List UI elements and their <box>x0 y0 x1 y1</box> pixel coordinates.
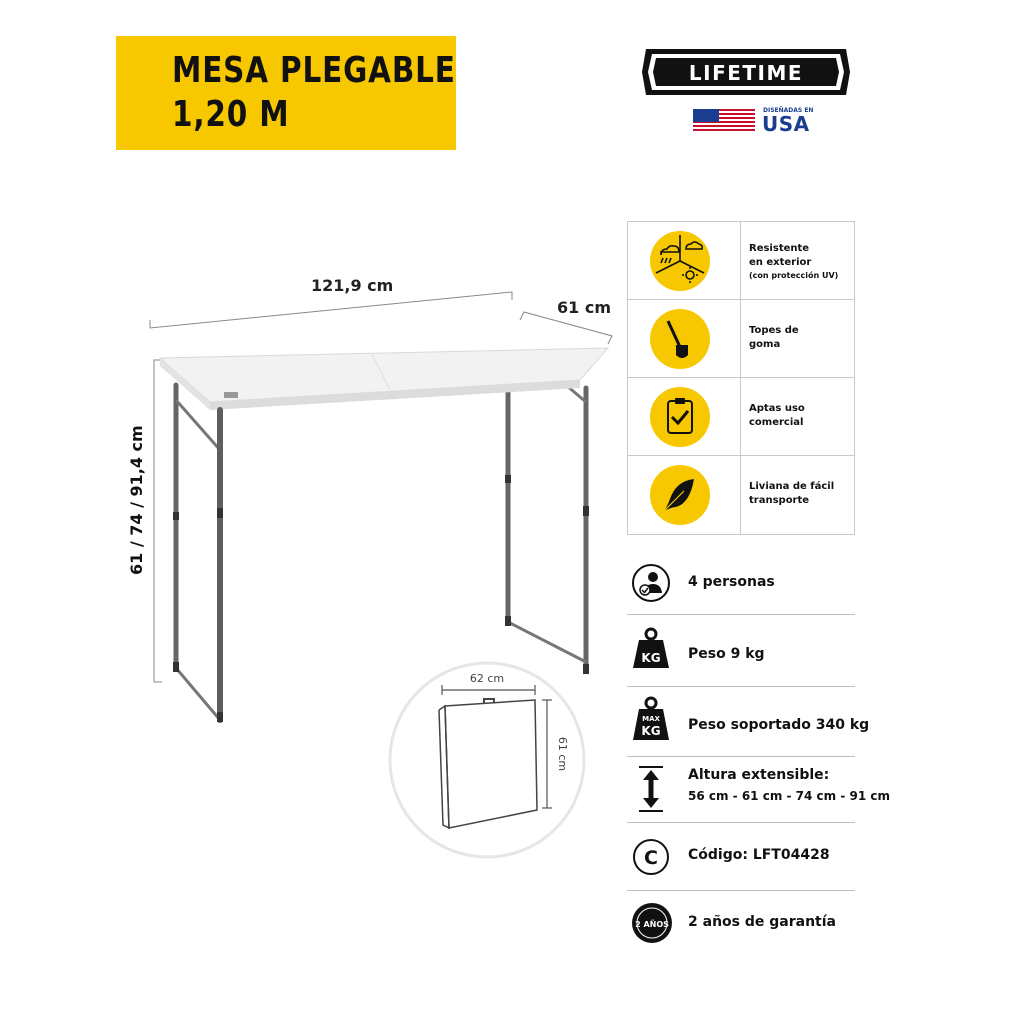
feature-text-line: Resistente <box>749 243 810 254</box>
lifetime-logo <box>640 47 852 97</box>
folded-width-label: 62 cm <box>469 672 505 685</box>
clipboard-check-icon <box>650 387 710 447</box>
feature-text-line: en exterior <box>749 257 812 268</box>
spec-text: 56 cm - 61 cm - 74 cm - 91 cm <box>688 789 890 803</box>
spec-text: Peso 9 kg <box>688 646 765 662</box>
logo-text: LIFETIME <box>688 61 804 85</box>
spec-row-max-weight <box>627 686 870 757</box>
designed-in-usa <box>693 107 813 135</box>
title-banner <box>116 36 456 150</box>
max-weight-icon-label: KG <box>641 724 661 738</box>
feature-text-line: Liviana de fácil <box>749 481 835 492</box>
height-dimension-line <box>154 360 162 682</box>
spec-row-height <box>627 756 890 823</box>
height-dimension: 61 / 74 / 91,4 cm <box>127 425 146 575</box>
feather-icon <box>650 465 710 525</box>
designed-small-label: DISEÑADAS EN <box>763 107 814 114</box>
people-icon <box>631 563 671 603</box>
product-size: 1,20 M <box>172 94 290 135</box>
folded-height-label: 61 cm <box>556 736 569 772</box>
feature-text-line: (con protección UV) <box>749 271 839 280</box>
spec-row-code <box>627 822 855 891</box>
warranty-icon-label: 2 AÑOS <box>635 920 669 929</box>
spec-row-people <box>627 553 855 615</box>
feature-text-line: Topes de <box>749 325 799 336</box>
max-weight-icon <box>631 696 671 742</box>
feature-text-line: comercial <box>749 417 804 428</box>
height-arrow-icon <box>631 764 671 814</box>
feature-text-line: Aptas uso <box>749 403 805 414</box>
folded-table-illustration <box>387 660 587 860</box>
width-dimension-line <box>150 292 512 328</box>
spec-text: Peso soportado 340 kg <box>688 717 870 733</box>
code-icon-label: C <box>644 847 658 869</box>
spec-text: Altura extensible: <box>688 767 830 783</box>
designed-usa-label: USA <box>762 112 810 136</box>
weather-icon <box>650 231 710 291</box>
weight-icon-label: KG <box>641 651 661 665</box>
spec-row-warranty <box>627 890 855 954</box>
feature-text-line: goma <box>749 339 781 350</box>
code-c-icon <box>631 837 671 877</box>
spec-text: 4 personas <box>688 574 775 590</box>
feature-row-outdoor <box>628 222 854 300</box>
usa-flag-icon <box>693 109 755 133</box>
depth-dimension: 61 cm <box>557 298 611 317</box>
spec-text: Código: LFT04428 <box>688 847 830 863</box>
feature-text-line: transporte <box>749 495 810 506</box>
warranty-seal-icon <box>631 902 673 944</box>
product-title: MESA PLEGABLE <box>172 50 456 91</box>
weight-icon <box>631 626 671 670</box>
spec-row-weight <box>627 614 855 687</box>
feature-row-lightweight <box>628 456 854 534</box>
feature-row-commercial <box>628 378 854 456</box>
feature-row-rubber-feet <box>628 300 854 378</box>
features-table <box>627 221 855 535</box>
spec-text: 2 años de garantía <box>688 914 836 930</box>
rubber-foot-icon <box>650 309 710 369</box>
max-weight-icon-label-top: MAX <box>642 715 660 723</box>
width-dimension: 121,9 cm <box>311 276 394 295</box>
